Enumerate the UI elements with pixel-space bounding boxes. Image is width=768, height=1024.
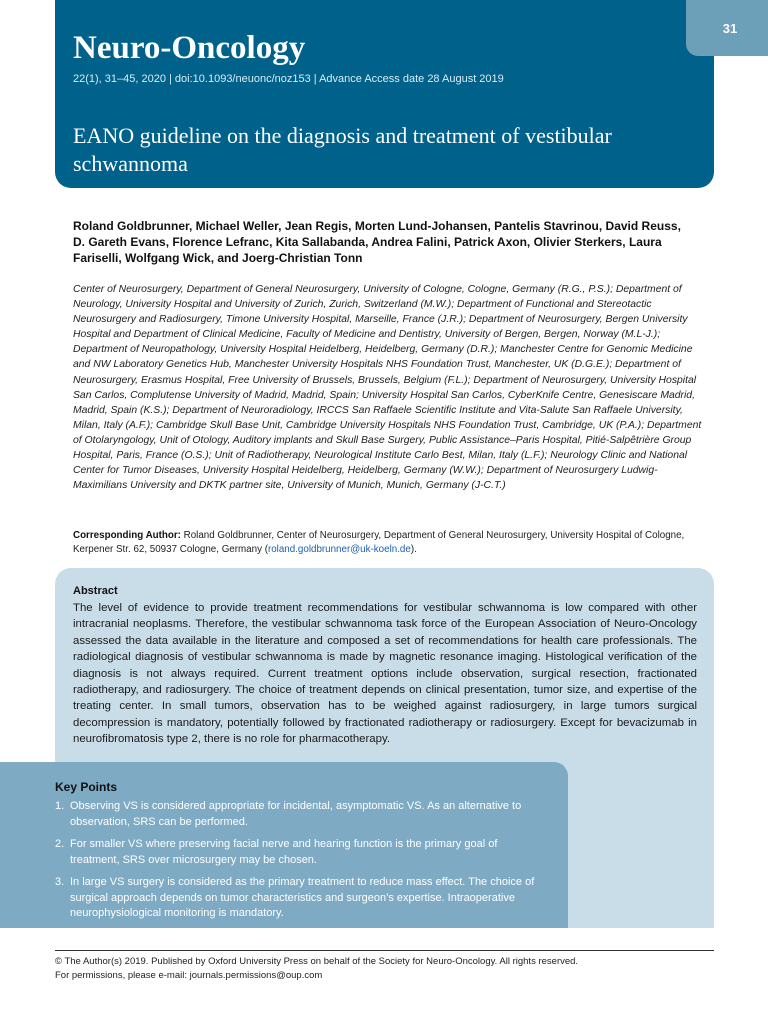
page-number-tab: [686, 0, 768, 56]
author-list: Roland Goldbrunner, Michael Weller, Jean Regis, Morten Lund-Johansen, Pantelis Stavrinou, David Reuss, D. Gareth Evans, Florence Lefranc, Kita Sallabanda, Andrea Falini, Patrick Axon, Olivier Sterkers, Laura Fariselli, Wolfgang Wick, and Joerg-Christian Tonn: [73, 219, 681, 265]
key-point-item: [55, 799, 535, 830]
key-points-list: [55, 799, 535, 929]
permissions-notice: For permissions, please e-mail: journals.permissions@oup.com: [55, 970, 323, 981]
footer-divider: [55, 950, 714, 951]
copyright-notice: © The Author(s) 2019. Published by Oxford University Press on behalf of the Society for Neuro-Oncology. All rights reserved.: [55, 956, 579, 967]
key-point-item: [55, 837, 535, 868]
footer: [55, 955, 714, 983]
key-point-item: [55, 875, 535, 922]
page-number: 31: [722, 20, 738, 36]
key-point-text: For smaller VS where preserving facial nerve and hearing function is the primary goal of treatment, SRS over microsurgery may be chosen.: [70, 838, 498, 866]
key-point-text: In large VS surgery is considered as the primary treatment to reduce mass effect. The choice of surgical approach depends on tumor characteristics and surgeon’s expertise. Intraoperative neurophysiological monitoring is mandatory.: [70, 876, 535, 919]
key-points-heading: Key Points: [55, 780, 118, 794]
journal-meta: 22(1), 31–45, 2020 | doi:10.1093/neuonc/noz153 | Advance Access date 28 August 2019: [73, 73, 504, 85]
abstract-heading: Abstract: [73, 585, 118, 597]
journal-title: Neuro-Oncology: [73, 30, 306, 66]
affiliations: Center of Neurosurgery, Department of General Neurosurgery, University of Cologne, Cologne, Germany (R.G., P.S.); Department of Neurology, University Hospital and University of Zurich, Zurich, Switzerland (M.W.); Department of Functional and Stereotactic Neurosurgery and Radiosurgery, Timone University Hospital, Marseille, France (J.R.); Department of Neurosurgery, Bergen University Hospital and Department of Clinical Medicine, Faculty of Medicine and Dentistry, University of Bergen, Bergen, Norway (M.L-J.); Department of Neuropathology, University Hospital Heidelberg, Heidelberg, Germany (D.R.); Manchester Centre for Genomic Medicine and NW Laboratory Genetics Hub, Manchester University Hospitals NHS Foundation Trust, Manchester, UK (D.G.E.); Department of Neurosurgery, Erasmus Hospital, Free University of Brussels, Brussels, Belgium (F.L.); Department of Neurosurgery, University Hospital San Carlos, Complutense University of Madrid, Madrid, Spain; University Hospital San Carlos, CyberKnife Centre, Genesiscare Madrid, Madrid, Spain (K.S.); Department of Neuroradiology, IRCCS San Raffaele Scientific Institute and Vita-Salute San Raffaele University, Milan, Italy (A.F.); Cambridge Skull Base Unit, Cambridge University Hospitals NHS Foundation Trust, Cambridge, UK (P.A.); Department of Otolaryngology, Unit of Otology, Auditory implants and Skull Base Surgery, Public Assistance–Paris Hospital, Pitié-Salpêtrière Group Hospital, Paris, France (O.S.); Unit of Radiotherapy, Neurological Institute Carlo Best, Milan, Italy (L.F.); Neurology Clinic and National Center for Tumor Diseases, University Hospital Heidelberg, Heidelberg, Germany (W.W.); Department of Neurosurgery Ludwig-Maximilians University and DKTK partner site, University of Munich, Munich, Germany (J-C.T.): [73, 284, 702, 492]
corresponding-email-link[interactable]: roland.goldbrunner@uk-koeln.de: [267, 544, 411, 555]
corresponding-author: [73, 529, 703, 557]
key-point-text: Observing VS is considered appropriate for incidental, asymptomatic VS. As an alternative to observation, SRS can be performed.: [70, 800, 522, 828]
corresponding-text: Roland Goldbrunner, Center of Neurosurgery, Department of General Neurosurgery, University Hospital of Cologne, Kerpener Str. 62, 50937 Cologne, Germany (: [73, 530, 685, 555]
article-title: EANO guideline on the diagnosis and treatment of vestibular schwannoma: [73, 123, 612, 176]
key-point-number: 1.: [55, 800, 65, 812]
corresponding-label: Corresponding Author:: [73, 530, 181, 541]
corresponding-close: ).: [410, 544, 417, 555]
key-point-number: 2.: [55, 838, 65, 850]
key-point-number: 3.: [55, 876, 65, 888]
abstract-text: The level of evidence to provide treatment recommendations for vestibular schwannoma is low compared with other intracranial neoplasms. Therefore, the vestibular schwannoma task force of the European Association of Neuro-Oncology assessed the data available in the literature and composed a set of recommendations for health care professionals. The radiological diagnosis of vestibular schwannoma is made by magnetic resonance imaging. Histological verification of the diagnosis is not always required. Current treatment options include observation, surgical resection, fractionated radiotherapy, and radiosurgery. The choice of treatment depends on clinical presentation, tumor size, and expertise of the treating center. In small tumors, observation has to be weighed against radiosurgery, in large tumors surgical decompression is mandatory, potentially followed by fractionated radiotherapy or radiosurgery. Except for bevacizumab in neurofibromatosis type 2, there is no role for pharmacotherapy.: [73, 602, 697, 746]
